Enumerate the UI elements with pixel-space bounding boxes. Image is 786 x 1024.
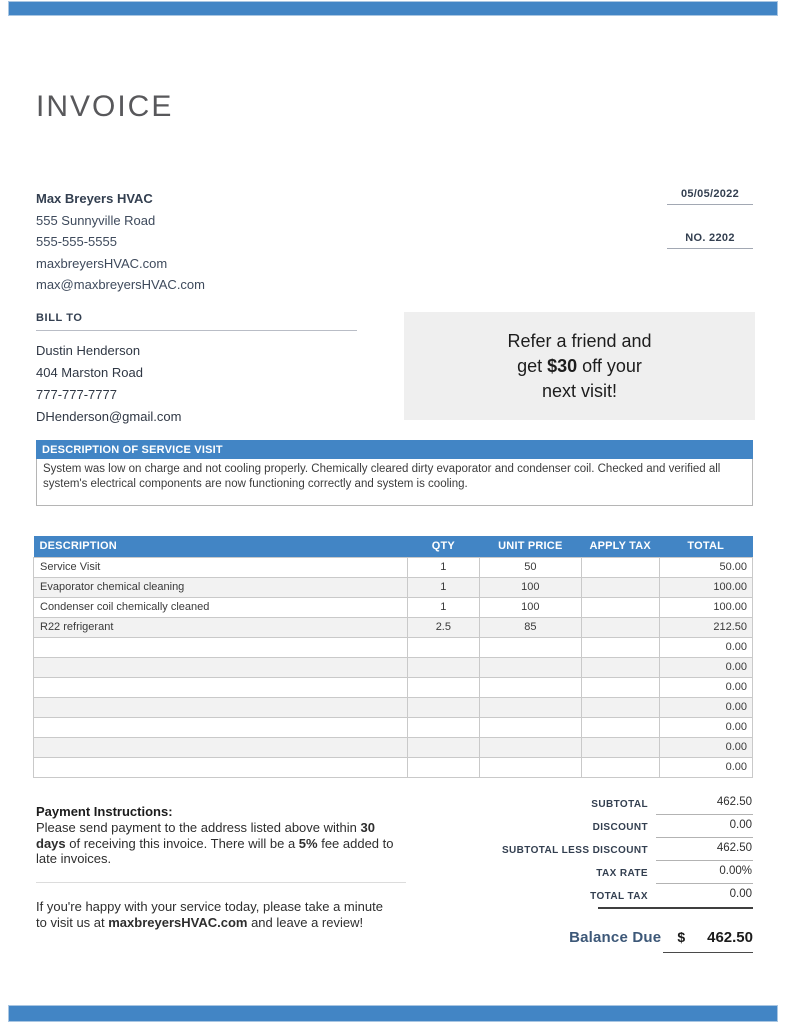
bill-to-phone: 777-777-7777 [36, 387, 117, 402]
column-header-qty: QTY [407, 536, 479, 557]
totals-section [383, 796, 753, 953]
table-row [34, 557, 753, 577]
payment-instructions-body: Please send payment to the address listed above within 30 days of receiving this invoice. There will be a 5% fee added to late invoices. [36, 820, 394, 866]
totals-row-value: 0.00 [656, 819, 753, 838]
item-apply-tax-cell [581, 717, 659, 737]
item-total-cell: 0.00 [659, 697, 752, 717]
totals-row [383, 842, 753, 865]
totals-row-label: DISCOUNT [592, 822, 648, 833]
balance-due-currency: $ [677, 929, 686, 945]
left-divider-line [36, 882, 406, 883]
promo-line-1: Refer a friend and [507, 330, 652, 351]
table-row [34, 617, 753, 637]
review-note: If you're happy with your service today, please take a minute to visit us at maxbreyersHVAC.com and leave a review! [36, 899, 383, 930]
table-row [34, 757, 753, 777]
item-total-cell: 0.00 [659, 677, 752, 697]
table-row [34, 577, 753, 597]
header-row [36, 188, 753, 296]
item-apply-tax-cell [581, 697, 659, 717]
item-description-cell [34, 637, 408, 657]
bill-to-label: BILL TO [36, 312, 357, 331]
referral-promo-box [404, 312, 755, 420]
column-header-unit-price: UNIT PRICE [479, 536, 581, 557]
company-info [36, 188, 205, 296]
company-email: max@maxbreyersHVAC.com [36, 277, 205, 292]
item-qty-cell [407, 697, 479, 717]
totals-row [383, 796, 753, 819]
item-description-cell: Service Visit [34, 557, 408, 577]
bill-to-name: Dustin Henderson [36, 343, 141, 358]
item-total-cell: 100.00 [659, 597, 752, 617]
totals-rows [383, 796, 753, 911]
item-unit-price-cell [479, 637, 581, 657]
company-website: maxbreyersHVAC.com [36, 255, 168, 271]
billto-row [36, 312, 755, 428]
item-total-cell: 0.00 [659, 757, 752, 777]
invoice-number: NO. 2202 [667, 232, 753, 249]
item-unit-price-cell: 85 [479, 617, 581, 637]
item-unit-price-cell: 100 [479, 577, 581, 597]
invoice-number-field [667, 232, 753, 249]
item-unit-price-cell [479, 737, 581, 757]
item-total-cell: 0.00 [659, 657, 752, 677]
item-unit-price-cell [479, 717, 581, 737]
item-description-cell: Condenser coil chemically cleaned [34, 597, 408, 617]
payment-instructions-heading: Payment Instructions: [36, 804, 173, 819]
bill-to-address: 404 Marston Road [36, 365, 143, 380]
item-description-cell [34, 657, 408, 677]
column-header-total: TOTAL [659, 536, 752, 557]
balance-due-row [383, 929, 753, 946]
invoice-date: 05/05/2022 [667, 188, 753, 205]
item-total-cell: 100.00 [659, 577, 752, 597]
service-description-body: System was low on charge and not cooling properly. Chemically cleared dirty evaporator and condenser coil. Checked and verified all system's electrical components are now functioning correctly and system is cooling. [36, 459, 753, 506]
item-unit-price-cell: 100 [479, 597, 581, 617]
bottom-accent-bar [8, 1005, 778, 1022]
promo-line-2: get $30 off your [517, 355, 642, 376]
item-apply-tax-cell [581, 677, 659, 697]
totals-row-value: 0.00 [729, 888, 752, 900]
item-apply-tax-cell [581, 657, 659, 677]
table-row [34, 717, 753, 737]
item-description-cell [34, 737, 408, 757]
item-qty-cell [407, 717, 479, 737]
item-qty-cell [407, 637, 479, 657]
items-table [33, 536, 753, 778]
item-qty-cell: 1 [407, 557, 479, 577]
item-unit-price-cell [479, 757, 581, 777]
item-total-cell: 212.50 [659, 617, 752, 637]
table-row [34, 597, 753, 617]
company-address: 555 Sunnyville Road [36, 212, 156, 228]
item-unit-price-cell [479, 677, 581, 697]
item-description-cell: R22 refrigerant [34, 617, 408, 637]
top-accent-bar [8, 1, 778, 16]
page-title: INVOICE [36, 90, 174, 123]
totals-row-value: 0.00% [656, 865, 753, 884]
item-description-cell: Evaporator chemical cleaning [34, 577, 408, 597]
item-qty-cell: 2.5 [407, 617, 479, 637]
company-name: Max Breyers HVAC [36, 191, 153, 206]
item-total-cell: 50.00 [659, 557, 752, 577]
item-total-cell: 0.00 [659, 637, 752, 657]
table-row [34, 677, 753, 697]
item-qty-cell [407, 657, 479, 677]
balance-due-label: Balance Due [569, 929, 662, 946]
totals-row-label: TAX RATE [596, 868, 648, 879]
items-table-section [33, 536, 753, 778]
table-row [34, 737, 753, 757]
item-qty-cell [407, 737, 479, 757]
item-apply-tax-cell [581, 577, 659, 597]
service-description-section [36, 440, 753, 506]
item-unit-price-cell [479, 657, 581, 677]
item-description-cell [34, 757, 408, 777]
bill-to-email: DHenderson@gmail.com [36, 409, 182, 424]
totals-row [383, 819, 753, 842]
item-apply-tax-cell [581, 597, 659, 617]
table-row [34, 657, 753, 677]
totals-row-label: SUBTOTAL LESS DISCOUNT [501, 845, 648, 856]
item-total-cell: 0.00 [659, 737, 752, 757]
payment-instructions [36, 804, 404, 867]
invoice-meta [667, 188, 753, 296]
service-description-header: DESCRIPTION OF SERVICE VISIT [36, 440, 753, 459]
item-apply-tax-cell [581, 637, 659, 657]
item-apply-tax-cell [581, 557, 659, 577]
bill-to-section [36, 312, 357, 428]
item-qty-cell [407, 677, 479, 697]
totals-row-label: TOTAL TAX [590, 891, 648, 902]
table-row [34, 637, 753, 657]
balance-due-value: 462.50 [707, 929, 753, 946]
item-unit-price-cell: 50 [479, 557, 581, 577]
item-description-cell [34, 697, 408, 717]
item-apply-tax-cell [581, 737, 659, 757]
column-header-description: DESCRIPTION [34, 536, 408, 557]
item-description-cell [34, 717, 408, 737]
item-unit-price-cell [479, 697, 581, 717]
items-table-body [34, 557, 753, 777]
bottom-section [36, 796, 753, 996]
items-table-header-row [34, 536, 753, 557]
table-row [34, 697, 753, 717]
totals-row-value: 462.50 [656, 796, 753, 815]
totals-row [383, 865, 753, 888]
column-header-apply-tax: APPLY TAX [581, 536, 659, 557]
totals-row-label: SUBTOTAL [591, 799, 648, 810]
item-qty-cell: 1 [407, 577, 479, 597]
promo-line-3: next visit! [541, 380, 618, 401]
item-total-cell: 0.00 [659, 717, 752, 737]
item-apply-tax-cell [581, 617, 659, 637]
item-qty-cell [407, 757, 479, 777]
total-tax-underline [598, 907, 753, 909]
item-description-cell [34, 677, 408, 697]
item-apply-tax-cell [581, 757, 659, 777]
company-phone: 555-555-5555 [36, 234, 117, 249]
totals-row-value: 462.50 [656, 842, 753, 861]
item-qty-cell: 1 [407, 597, 479, 617]
balance-due-underline [663, 952, 753, 953]
invoice-date-field [667, 188, 753, 205]
